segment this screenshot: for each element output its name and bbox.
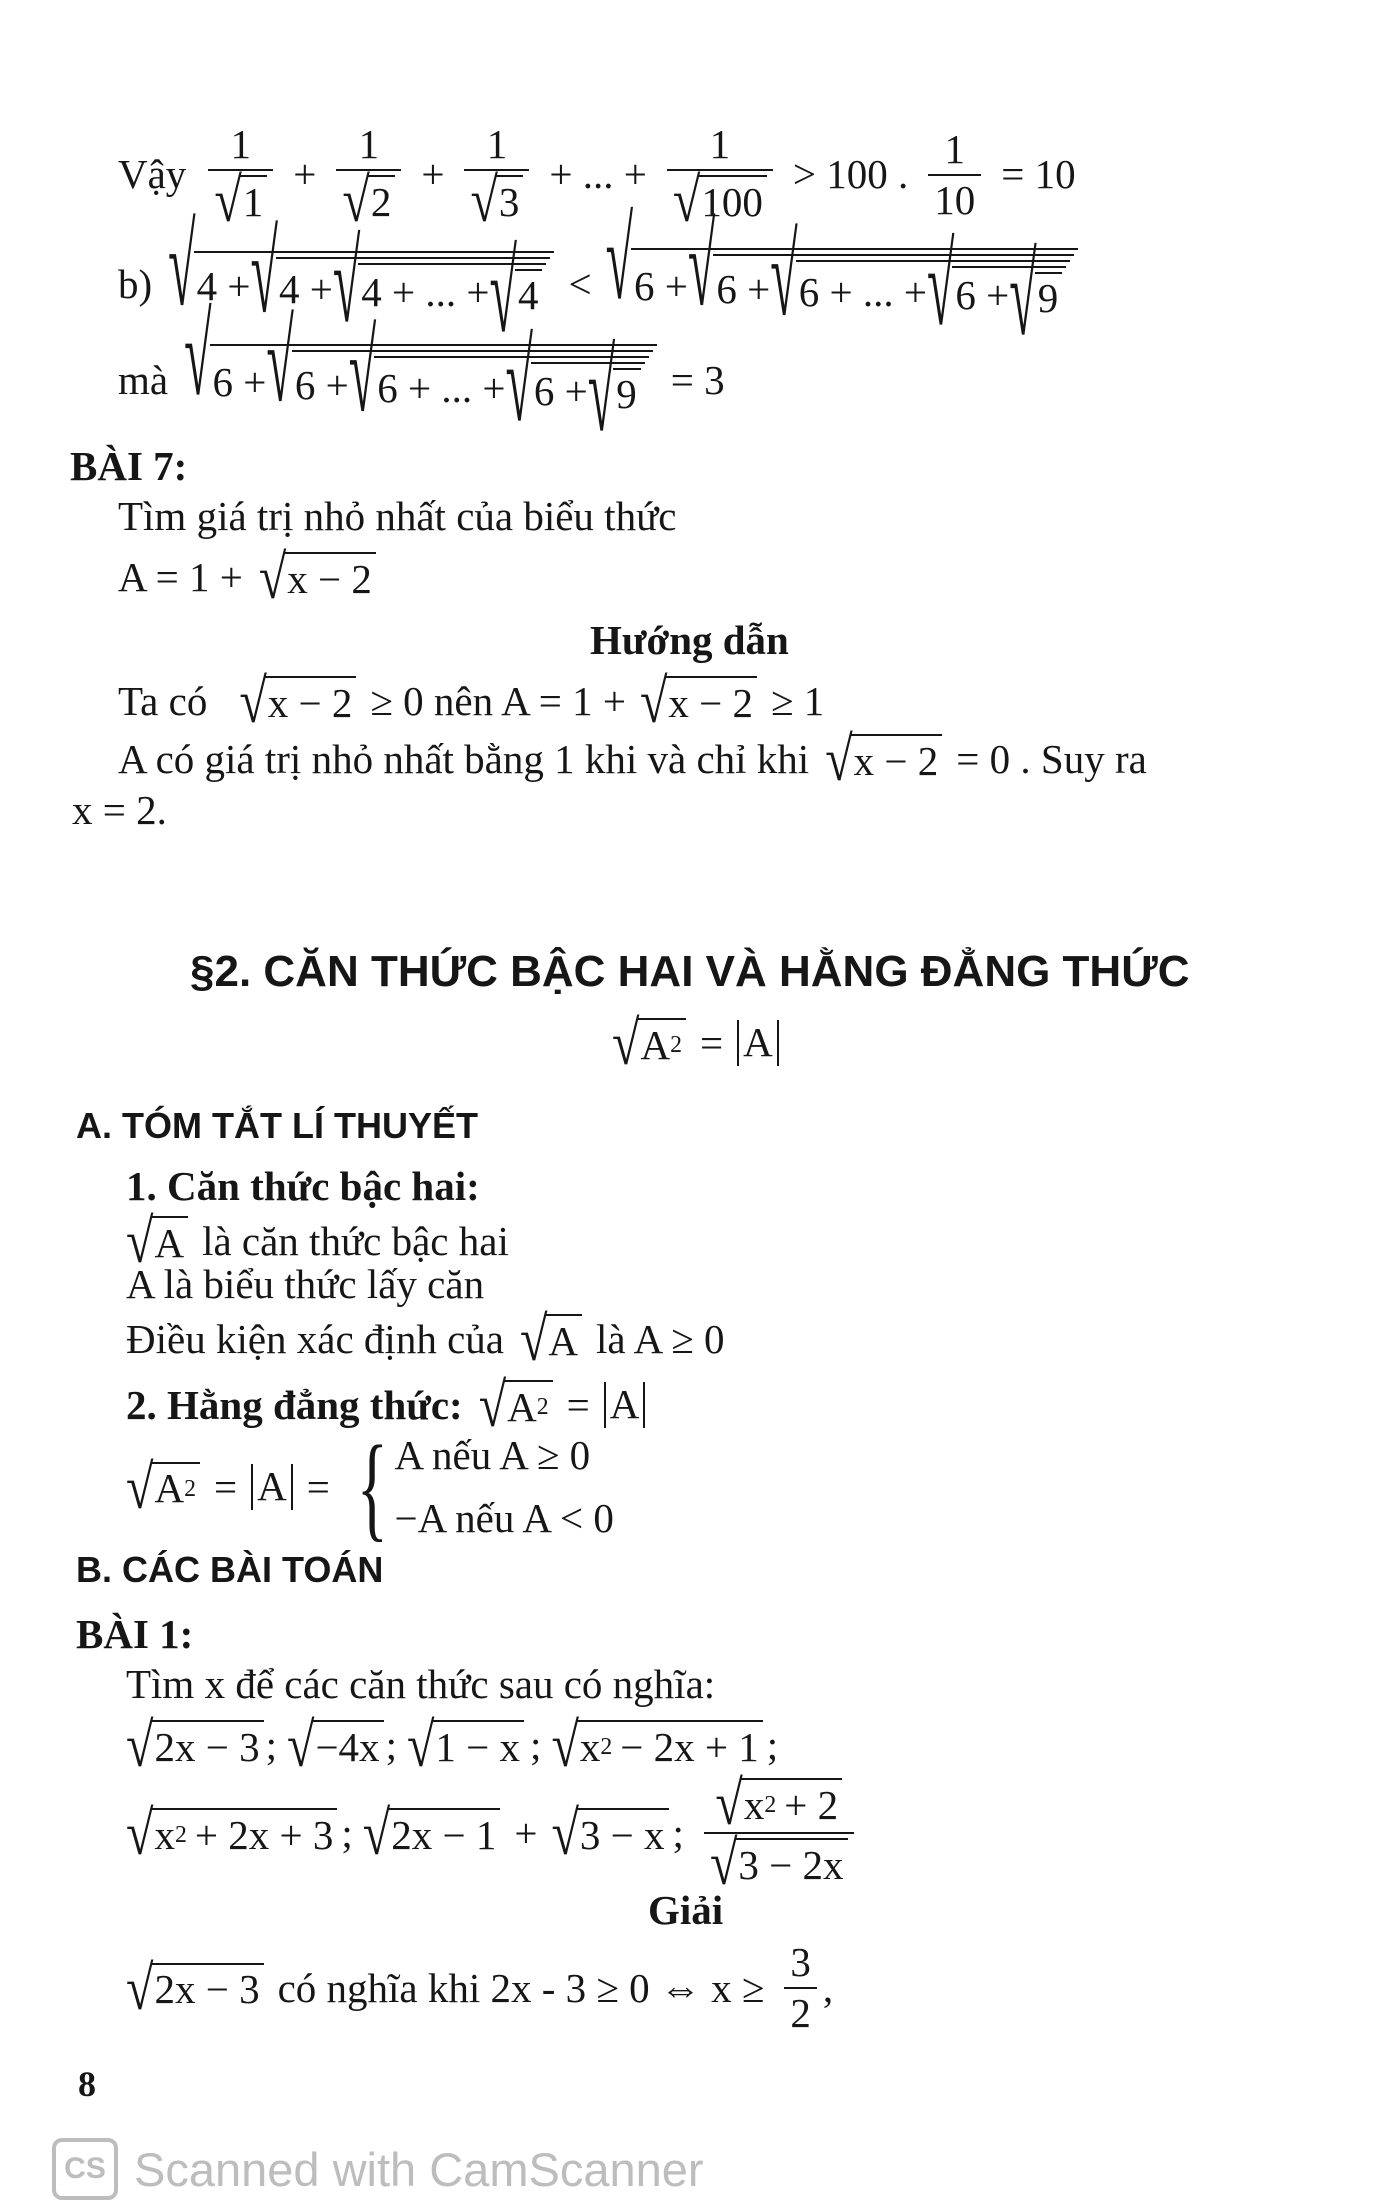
fraction-1-sqrt100: 1 √ 100 xyxy=(667,124,773,225)
problems-heading: B. CÁC BÀI TOÁN xyxy=(76,1549,384,1590)
case-nonnegative: A nếu A ≥ 0 xyxy=(394,1432,591,1478)
nested-sqrt-4: √ 4 + √ 4 + √ 4 + ... + √ 4 xyxy=(168,251,554,317)
solution-heading: Giải xyxy=(648,1887,724,1933)
solution-line-1: √ 2x − 3 có nghĩa khi 2x - 3 ≥ 0 ⇔ x ≥ $\frac{3}{2}$ , xyxy=(126,1939,834,2036)
camscanner-watermark xyxy=(52,2138,704,2200)
camscanner-logo-icon: CS xyxy=(52,2138,118,2200)
guide-line-3: x = 2. xyxy=(72,787,167,833)
theory-line-2: A là biểu thức lấy căn xyxy=(126,1261,485,1307)
bai-1-prompt: Tìm x để các căn thức sau có nghĩa: xyxy=(126,1661,716,1707)
theory-sub2: 2. Hằng đẳng thức: √ A 2 = A xyxy=(126,1380,645,1430)
nested-radical-equality: mà √ 6 + √ 6 + √ 6 + ... + √ 6 + √ 9 = 3 xyxy=(118,290,725,456)
radicals-row-2: √ x 2 + 2x + 3 ; √ 2x − 1 + √ 3 − x ; √ x 2 + 2 √ 3 − 2x xyxy=(126,1778,860,1888)
fraction-1-sqrt3: 1 √ 3 xyxy=(464,124,529,225)
fraction-1-sqrt1: 1 √ 1 xyxy=(208,124,273,225)
fraction-1-sqrt2: 1 √ 2 xyxy=(336,124,401,225)
bai-7-prompt: Tìm giá trị nhỏ nhất của biểu thức xyxy=(118,493,677,539)
label-b: b) xyxy=(118,260,153,307)
watermark-text: Scanned with CamScanner xyxy=(134,2142,704,2196)
word-ma: mà xyxy=(118,356,169,403)
case-negative: −A nếu A < 0 xyxy=(394,1495,614,1541)
radicals-row-1: √ 2x − 3 ; √ −4x ; √ 1 − x ; √ x 2 − 2x + 1 ; xyxy=(126,1709,779,1780)
fraction-radicals: √ x 2 + 2 √ 3 − 2x xyxy=(704,1778,854,1888)
theory-line-1: √ A là căn thức bậc hai xyxy=(126,1205,509,1276)
word-vay: Vậy xyxy=(118,151,187,197)
theory-heading: A. TÓM TẮT LÍ THUYẾT xyxy=(76,1105,478,1146)
fraction-3-2: $\frac{3}{2}$ xyxy=(784,1942,817,2034)
guide-line-1: Ta có √ x − 2 ≥ 0 nên A = 1 + √ x − 2 ≥ 1 xyxy=(118,665,825,736)
nested-sqrt-6-equals: √ 6 + √ 6 + √ 6 + ... + √ 6 + √ 9 xyxy=(184,344,657,416)
abs-cases: √ A 2 = A = { A nếu A ≥ 0 −A nếu A < 0 xyxy=(126,1421,614,1552)
sum-inequality-line: Vậy 1 √ 1 + 1 √ 2 + 1 √ 3 + ... + 1 √ 100 > 100 . $\frac{1}{10}$ = 10 xyxy=(118,121,1076,235)
guide-line-2: A có giá trị nhỏ nhất bằng 1 khi và chỉ khi √ x − 2 = 0 . Suy ra xyxy=(118,723,1147,794)
nested-radical-inequality: b) √ 4 + √ 4 + √ 4 + ... + √ 4 < √ 6 + √ 6 + √ 6 + ... + √ 6 + √ 9 xyxy=(118,248,1078,320)
section-title: §2. CĂN THỨC BẬC HAI VÀ HẰNG ĐẲNG THỨC xyxy=(190,947,1190,996)
guide-heading: Hướng dẫn xyxy=(590,617,789,663)
bai-1-title: BÀI 1: xyxy=(76,1611,194,1657)
theory-sub1: 1. Căn thức bậc hai: xyxy=(126,1163,480,1209)
page-number: 8 xyxy=(78,2064,96,2104)
nested-sqrt-6: √ 6 + √ 6 + √ 6 + ... + √ 6 + √ 9 xyxy=(606,248,1079,320)
theory-line-3: Điều kiện xác định của √ A là A ≥ 0 xyxy=(126,1303,725,1374)
bai-7-expression: A = 1 + √ x − 2 xyxy=(118,552,376,602)
bai-7-title: BÀI 7: xyxy=(70,443,188,489)
section-identity: √ A 2 = A xyxy=(612,1018,779,1068)
fraction-1-10: $\frac{1}{10}$ xyxy=(928,129,981,221)
